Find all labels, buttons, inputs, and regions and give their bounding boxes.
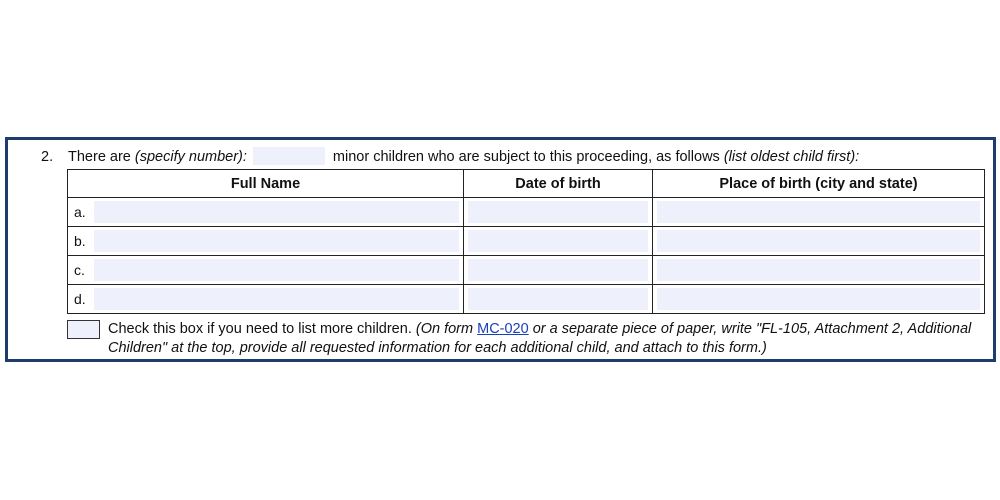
more-children-checkbox[interactable] [67,320,100,339]
row-b-place-cell [653,227,985,256]
row-c-place-cell [653,256,985,285]
child-a-full-name-field[interactable] [94,201,459,223]
row-c-dob-cell [464,256,653,285]
child-a-date-of-birth-field[interactable] [468,201,648,223]
child-b-full-name-field[interactable] [94,230,459,252]
item-2-line [41,147,859,166]
more-children-instructions [108,320,988,358]
child-a-place-of-birth-field[interactable] [657,201,980,223]
row-letter: b. [74,233,86,249]
oldest-first-hint: (list oldest child first): [723,149,860,165]
child-c-place-of-birth-field[interactable] [657,259,980,281]
table-row [68,256,985,285]
more-children-note-1: (On form [415,321,474,337]
table-row [68,285,985,314]
row-c-name-cell [68,256,464,285]
table-header-row [68,170,985,198]
row-a-name-cell [68,198,464,227]
row-a-place-cell [653,198,985,227]
row-d-dob-cell [464,285,653,314]
child-c-full-name-field[interactable] [94,259,459,281]
header-date-of-birth: Date of birth [464,170,653,198]
mc-020-link[interactable]: MC-020 [477,321,529,337]
child-b-date-of-birth-field[interactable] [468,230,648,252]
number-of-children-field[interactable] [253,147,325,165]
row-b-dob-cell [464,227,653,256]
child-b-place-of-birth-field[interactable] [657,230,980,252]
child-d-date-of-birth-field[interactable] [468,288,648,310]
more-children-label: Check this box if you need to list more children. [108,321,412,337]
header-place-of-birth: Place of birth (city and state) [653,170,985,198]
row-letter: a. [74,204,86,220]
row-d-name-cell [68,285,464,314]
child-c-date-of-birth-field[interactable] [468,259,648,281]
row-letter: c. [74,262,85,278]
row-a-dob-cell [464,198,653,227]
child-d-place-of-birth-field[interactable] [657,288,980,310]
item-middle-text: minor children who are subject to this proceeding, as follows [332,149,720,165]
item-number: 2. [41,149,54,165]
row-b-name-cell [68,227,464,256]
more-children-note-2: or a separate piece of paper, write "FL-105, Attachment 2, Additional Children" at the top, provide all requested information for each additional child, and attach to this form.) [108,321,972,356]
specify-number-hint: (specify number): [134,149,247,165]
row-letter: d. [74,291,86,307]
table-row [68,198,985,227]
item-prefix: There are [68,149,131,165]
row-d-place-cell [653,285,985,314]
form-section-children [5,137,996,362]
header-full-name: Full Name [68,170,464,198]
child-d-full-name-field[interactable] [94,288,459,310]
children-table [67,169,985,314]
table-row [68,227,985,256]
